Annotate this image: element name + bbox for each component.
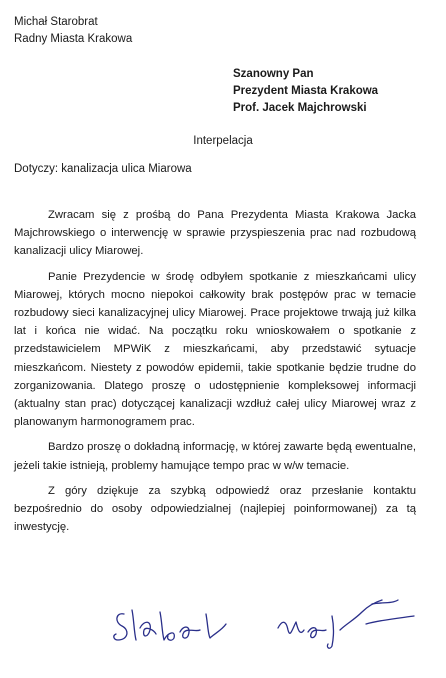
body-paragraph: Bardzo proszę o dokładną informację, w której zawarte będą ewentualne, jeżeli takie istnieją, problemy hamujące tempo prac w w/w temacie. (14, 441, 416, 472)
recipient-title: Prezydent Miasta Krakowa (233, 85, 379, 97)
sender-role: Radny Miasta Krakowa (14, 33, 133, 45)
document-subject: Dotyczy: kanalizacja ulica Miarowa (14, 163, 192, 175)
recipient-block (233, 66, 378, 117)
body-paragraph: Z góry dziękuje za szybką odpowiedź oraz przesłanie kontaktu bezpośrednio do osoby odpowiedzialnej (najlepiej poinformowanej) za tą inwestycję. (14, 484, 416, 534)
recipient-salutation: Szanowny Pan (233, 68, 314, 80)
document-title: Interpelacja (193, 135, 253, 147)
sender-name: Michał Starobrat (14, 16, 98, 28)
recipient-name: Prof. Jacek Majchrowski (233, 102, 367, 114)
handwritten-signature (110, 590, 430, 650)
sender-block (14, 14, 132, 48)
letter-body (14, 206, 416, 543)
body-paragraph: Panie Prezydencie w środę odbyłem spotkanie z mieszkańcami ulicy Miarowej, których mocno niepokoi całkowity brak postępów prac w temacie rozbudowy sieci kanalizacyjnej ulicy Miarowej. Prace projektowe trwają już kilka lat i końca nie widać. Na początku roku wnioskowałem o spotkanie z przedstawicielem MPWiK z mieszkańcami, aby przedstawić sytuacje mieszkańcom. Niestety z powodów epidemii, takie spotkanie będzie trudne do zorganizowania. Dlatego proszę o udostępnienie kompleksowej informacji (aktualny stan prac) dotyczącej kanalizacji wzdłuż całej ulicy Miarowej wraz z planowanym harmonogramem prac. (14, 270, 416, 429)
body-paragraph: Zwracam się z prośbą do Pana Prezydenta Miasta Krakowa Jacka Majchrowskiego o interwencję w sprawie przyspieszenia prac nad rozbudową kanalizacji ulicy Miarowej. (14, 209, 416, 258)
